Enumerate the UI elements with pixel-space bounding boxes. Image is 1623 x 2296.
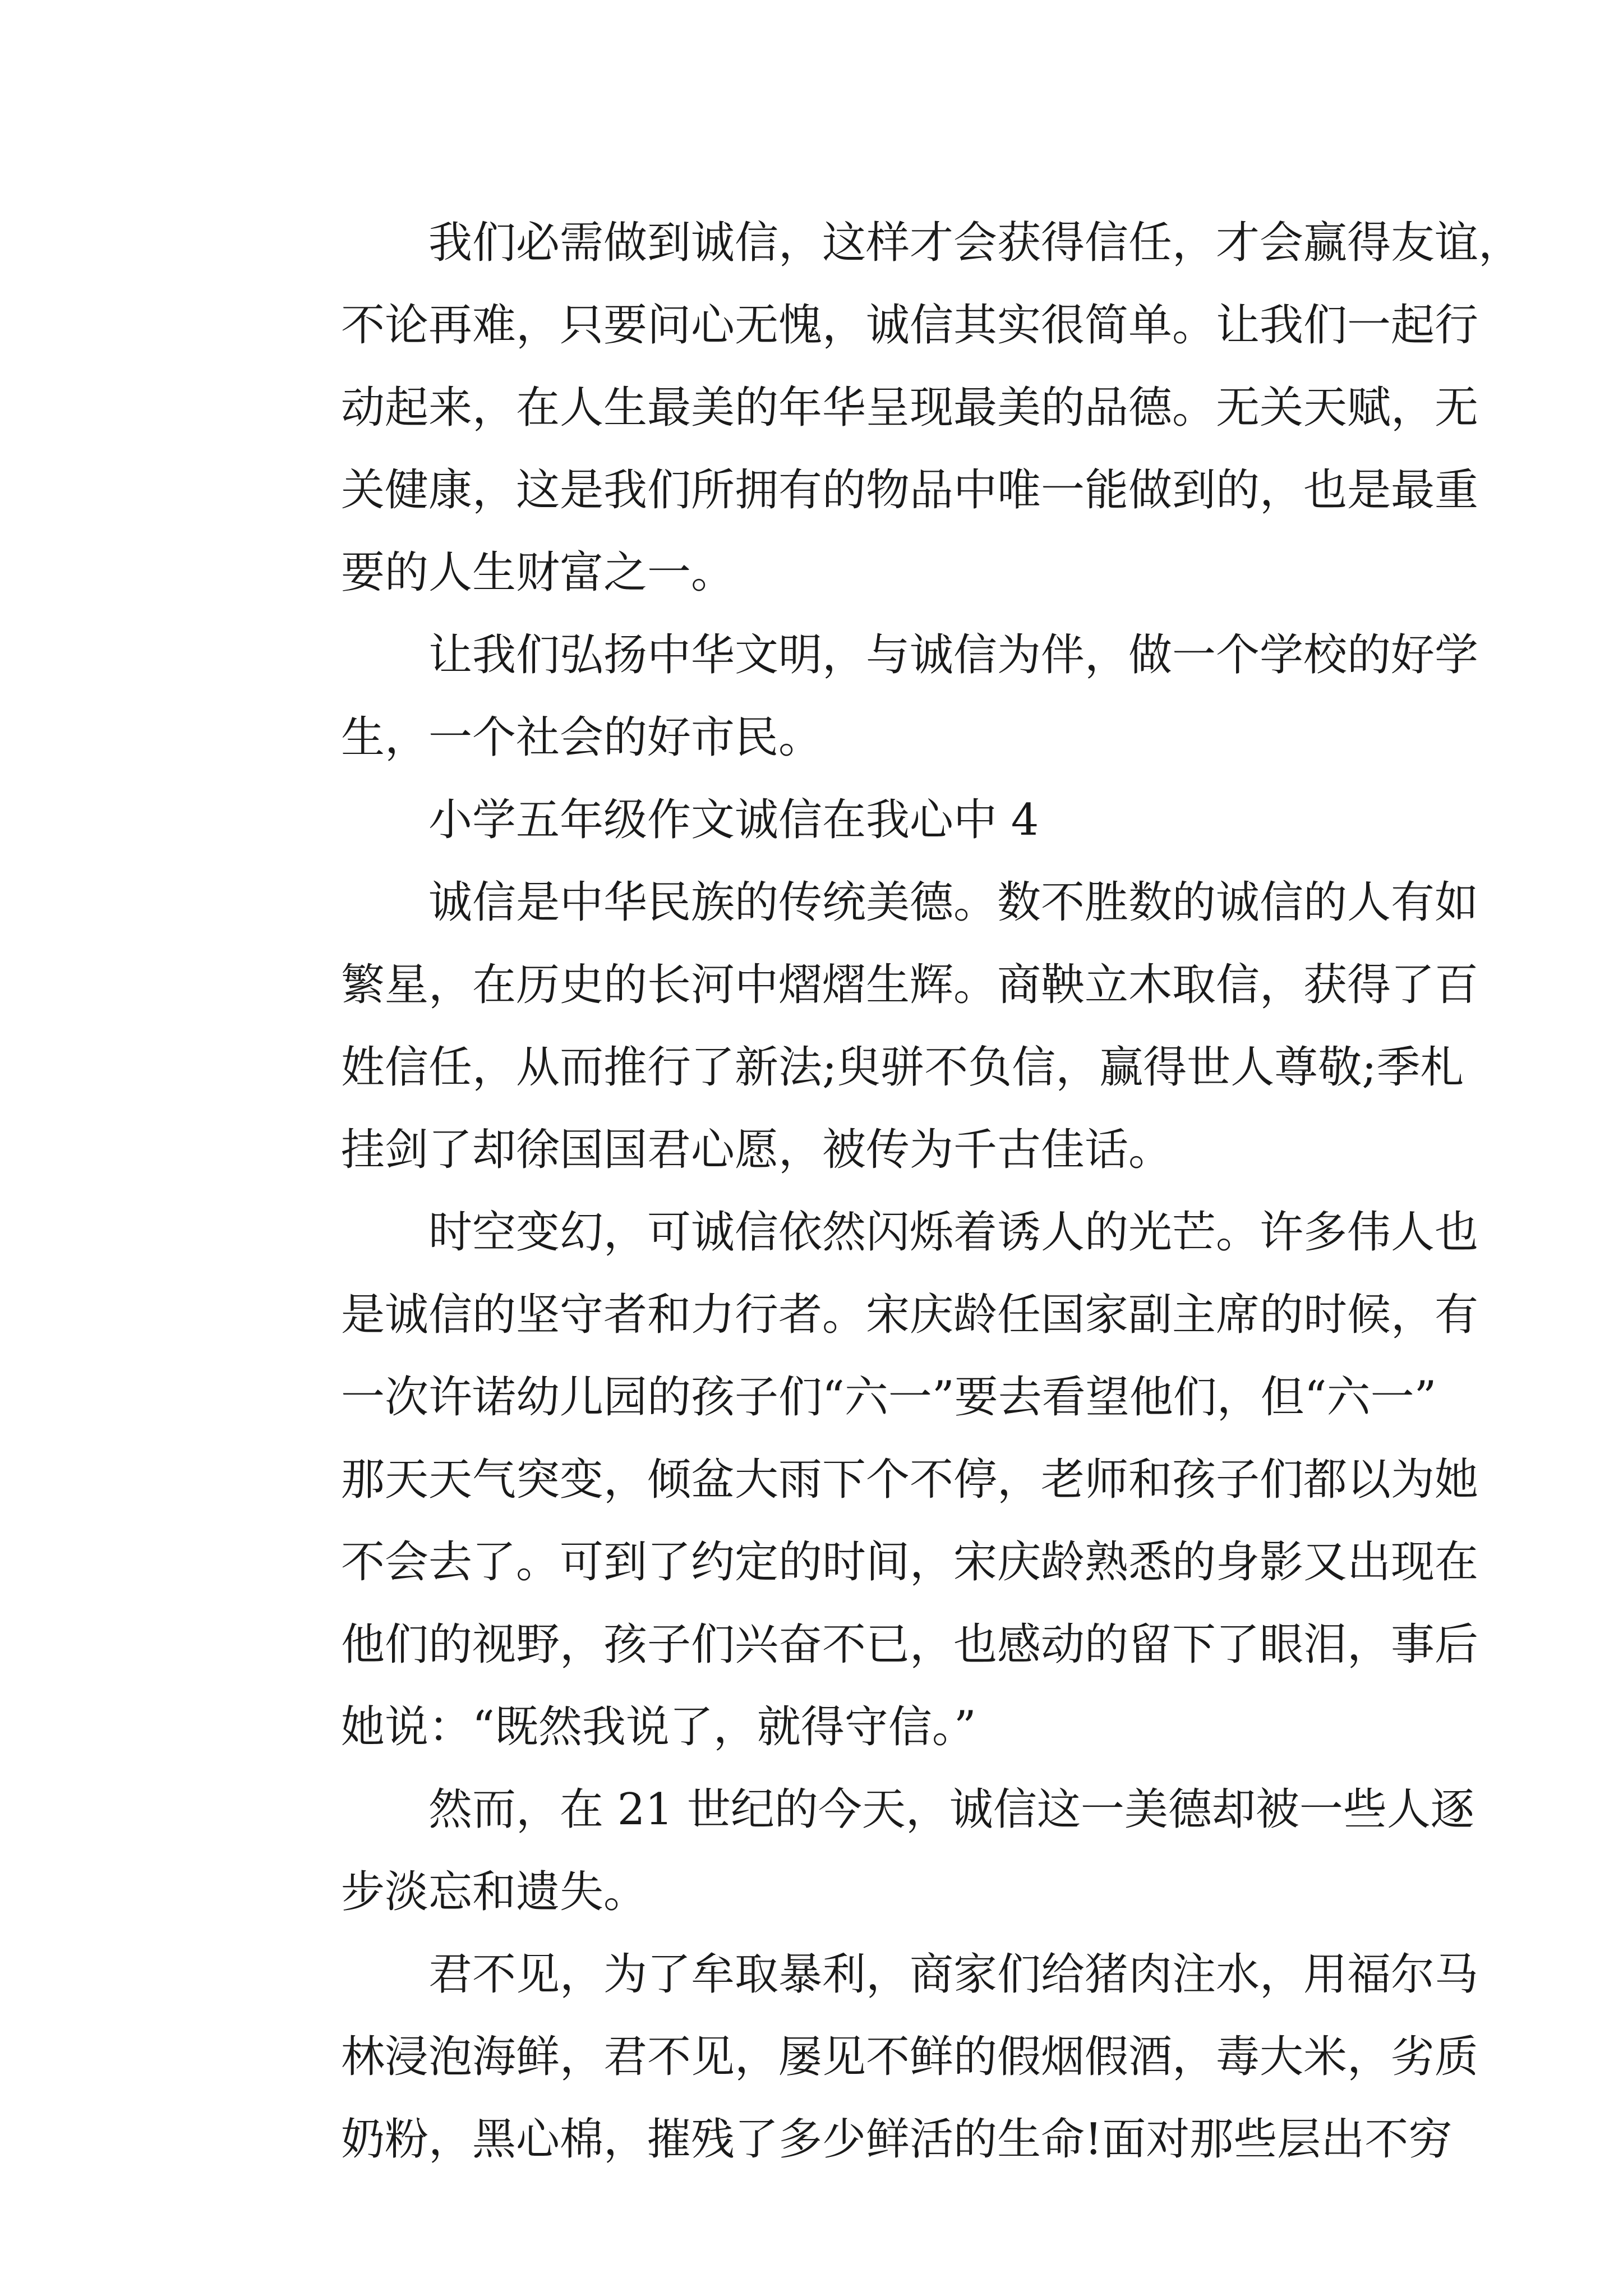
text-line: 我们必需做到诚信，这样才会获得信任，才会赢得友谊， [428,218,1523,268]
text-line: 一次许诺幼儿园的孩子们“六一”要去看望他们，但“六一” [341,1372,1437,1423]
text-line: 君不见，为了牟取暴利，商家们给猪肉注水，用福尔马 [428,1949,1479,2000]
text-line: 诚信是中华民族的传统美德。数不胜数的诚信的人有如 [428,877,1479,928]
paragraph [253,202,1523,614]
text-line: 林浸泡海鲜，君不见，屡见不鲜的假烟假酒，毒大米，劣质 [341,2032,1479,2082]
text-line: 挂剑了却徐国国君心愿，被传为千古佳话。 [341,1125,1173,1175]
text-line: 繁星，在历史的长河中熠熠生辉。商鞅立木取信，获得了百 [341,960,1479,1010]
paragraph [253,862,1479,1191]
text-line: 不论再难，只要问心无愧，诚信其实很简单。让我们一起行 [341,300,1479,351]
text-line: 那天天气突变，倾盆大雨下个不停，老师和孩子们都以为她 [341,1455,1479,1505]
paragraph [253,1769,1474,1934]
text-line: 生，一个社会的好市民。 [341,712,823,763]
text-line: 让我们弘扬中华文明，与诚信为伴，做一个学校的好学 [428,630,1479,680]
paragraph [253,1191,1479,1769]
text-line: 要的人生财富之一。 [341,547,735,598]
text-line: 然而，在 21 世纪的今天，诚信这一美德却被一些人逐 [428,1784,1474,1835]
heading-text: 小学五年级作文诚信在我心中 4 [428,795,1039,845]
document-body [253,202,1523,2181]
text-line: 他们的视野，孩子们兴奋不已，也感动的留下了眼泪，事后 [341,1619,1479,1670]
text-line: 不会去了。可到了约定的时间，宋庆龄熟悉的身影又出现在 [341,1537,1479,1588]
text-line: 时空变幻，可诚信依然闪烁着诱人的光芒。许多伟人也 [428,1207,1479,1258]
paragraph [253,614,1479,779]
text-line: 奶粉，黑心棉，摧残了多少鲜活的生命!面对那些层出不穷 [341,2114,1453,2165]
text-line: 动起来，在人生最美的年华呈现最美的品德。无关天赋，无 [341,383,1479,433]
text-line: 是诚信的坚守者和力行者。宋庆龄任国家副主席的时候，有 [341,1290,1479,1340]
text-line: 她说：“既然我说了，就得守信。” [341,1702,976,1752]
text-line: 姓信任，从而推行了新法;臾骈不负信，赢得世人尊敬;季札 [341,1042,1464,1093]
section-heading [253,779,1381,862]
paragraph [253,1934,1479,2181]
text-line: 关健康，这是我们所拥有的物品中唯一能做到的，也是最重 [341,465,1479,516]
text-line: 步淡忘和遗失。 [341,1867,648,1917]
